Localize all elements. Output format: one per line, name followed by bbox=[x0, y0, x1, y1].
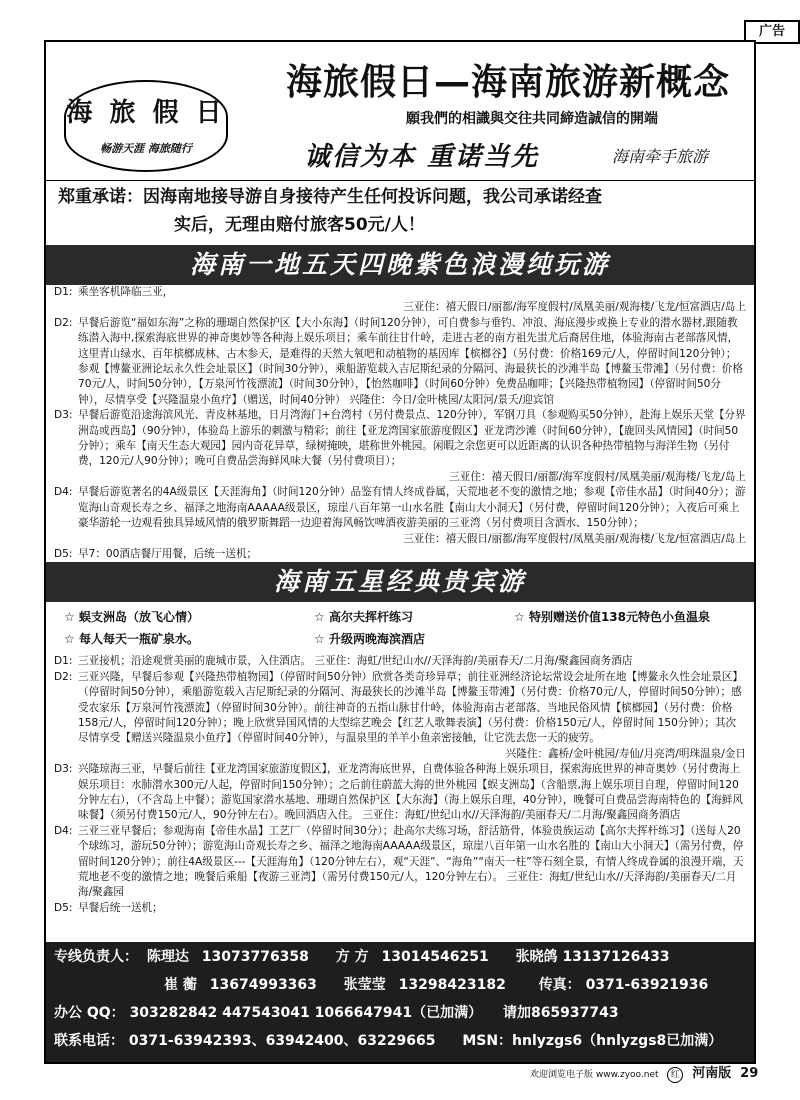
publication-badge-icon: 红 bbox=[667, 1067, 683, 1083]
day-label: D1: bbox=[54, 286, 73, 298]
contact-name: 方 方 bbox=[335, 949, 369, 965]
hotel-line: 兴隆住：鑫桥/金叶桃园/寿仙/月亮湾/明珠温泉/金日 bbox=[505, 747, 746, 760]
edition-label: 河南版 bbox=[692, 1066, 732, 1081]
contact-row bbox=[54, 946, 670, 966]
company-name: 海南牵手旅游 bbox=[612, 147, 709, 166]
day-label: D3: bbox=[54, 763, 73, 776]
tel-label: 联系电话： bbox=[54, 1033, 124, 1049]
contact-footer bbox=[46, 942, 754, 1062]
itinerary-day bbox=[46, 901, 754, 916]
tour2-title: 海南五星经典贵宾游 bbox=[46, 562, 754, 602]
itinerary-day bbox=[46, 485, 754, 531]
itinerary-day bbox=[46, 547, 754, 562]
day-text: 早餐后游览沿途海滨风光、青皮林基地，日月湾海门+台湾村（另付费景点、120分钟），军钢刀具（参观购买50分钟），赴海上娱乐天堂【分界洲岛或西岛】（90分钟），体验岛上游乐的刺激与精彩；前往【亚龙湾国家旅游度假区】亚龙湾沙滩（时间60分钟），【鹿回头风情园】（时间50分钟）；乘车【南天生态大观园】园内奇花异草，绿树掩映，堪称世外桃园。闲暇之余您更可以近距离的认识各种热带植物与海洋生物（另付费，120元/人90分钟）；晚可自费品尝海鲜风味大餐（另付费项目）； bbox=[78, 409, 746, 468]
day-text: 早7：00酒店餐厅用餐，后统一送机； bbox=[78, 547, 258, 560]
day-label: D2: bbox=[54, 670, 73, 683]
pledge-line-1: 郑重承诺：因海南地接导游自身接待产生任何投诉问题，我公司承诺经查 bbox=[58, 187, 602, 207]
msn-contact: MSN：hnlyzgs6（hnlyzgs8已加满） bbox=[462, 1033, 723, 1049]
page-number: 29 bbox=[740, 1066, 759, 1081]
welcome-text: 欢迎浏览电子版 www.zyoo.net bbox=[530, 1070, 659, 1080]
company-logo bbox=[64, 80, 228, 172]
day-label: D5: bbox=[54, 547, 73, 560]
tour1-title: 海南一地五天四晚紫色浪漫纯玩游 bbox=[46, 245, 754, 285]
contact-row bbox=[54, 1002, 619, 1022]
itinerary-day bbox=[46, 670, 754, 747]
day-label: D2: bbox=[54, 316, 73, 329]
contact-phone: 13674993363 bbox=[209, 977, 317, 993]
day-text: 乘坐客机降临三亚， bbox=[78, 286, 174, 298]
hotel-line: 三亚住：禧天假日/丽都/海军度假村/凤凰美丽/观海楼/飞龙/岛上 bbox=[449, 470, 746, 483]
contact-name: 张莹莹 bbox=[343, 977, 386, 993]
tour2-features bbox=[46, 602, 754, 654]
day-text: 三亚接机；沿途观赏美丽的鹿城市景，入住酒店。 三亚住：海虹/世纪山水//天泽海韵/美丽春天/二月海/聚鑫园商务酒店 bbox=[78, 655, 633, 668]
feature-item: ☆ 升级两晚海滨酒店 bbox=[314, 628, 514, 650]
contact-name: 崔 蘅 bbox=[164, 977, 197, 993]
contact-phone: 13073776358 bbox=[201, 949, 309, 965]
feature-item: ☆ 高尔夫挥杆练习 bbox=[314, 606, 514, 628]
feature-item: ☆ 每人每天一瓶矿泉水。 bbox=[64, 628, 314, 650]
day-text: 三亚三亚早餐后；参观海南【帝佳水晶】工艺厂（停留时间30分）；赴高尔夫练习场，舒活筋骨，体验贵族运动【高尔夫挥杆练习】（送每人20个球练习，游玩50分钟）；游览海山奇观长寿之乡、福泽之地海南AAAAA级景区，琼崖八百年第一山水名胜的【南山大小洞天】（需另付费，停留时间120分钟）；前往4A级景区---【天涯海角】（120分钟左右），观“天涯”、“海角”“南天一柱”等石刻全景，有情人终成眷属的浪漫开端，天荒地老不变的激情之地；晚餐后乘船【夜游三亚湾】（需另付费150元/人，120分钟左右）。 三亚住：海虹/世纪山水//天泽海韵/美丽春天/二月海/聚鑫园 bbox=[78, 824, 744, 899]
day-text: 早餐后游览“福如东海”之称的珊瑚自然保护区【大小东海】（时间120分钟），可自费参与垂钓、冲浪、海底漫步或换上专业的潜水器材,跟随教练潜入海中,探索海底世界的神奇奥妙等各种海上娱乐项目；乘车前往甘什岭，走进古老的南方祖先蚩尤后裔居住地，体验海南古老部落风情，这里青山绿水、百年槟榔成林、古木参天，是难得的天然大氧吧和动植物的基因库【槟榔谷】（另付费：价格169元/人，停留时间120分钟）；参观【博鳌亚洲论坛永久性会址景区】（时间30分钟），乘船游览载入吉尼斯纪录的分隔河、海最狭长的沙滩半岛【博鳌玉带滩】（另付费：价格70元/人，时间50分钟），【万泉河竹筏漂流】（时间30分钟），【怡然咖啡】（时间60分钟）免费品咖啡；【兴隆热带植物园】（停留时间50分钟），尽情享受【兴隆温泉小鱼疗】（赠送，时间40分钟） 兴隆住：今日/金叶桃园/太阳河/景夭/迎宾馆 bbox=[78, 316, 743, 406]
header bbox=[46, 42, 754, 181]
ad-tag: 广告 bbox=[744, 20, 800, 44]
tour1-itinerary bbox=[46, 285, 754, 562]
contact-phone: 13298423182 bbox=[398, 977, 506, 993]
itinerary-day bbox=[46, 408, 754, 470]
contact-phone: 13137126433 bbox=[562, 949, 670, 965]
hotel-line: 三亚住：禧天假日/丽都/海军度假村/凤凰美丽/观海楼/飞龙/恒富酒店/岛上 bbox=[403, 532, 746, 545]
feature-item: ☆ 蜈支洲岛（放飞心情） bbox=[64, 606, 314, 628]
itinerary-day bbox=[46, 316, 754, 408]
day-label: D3: bbox=[54, 409, 73, 422]
fax-label: 传真： bbox=[538, 977, 581, 993]
day-label: D4: bbox=[54, 824, 73, 837]
itinerary-day bbox=[46, 824, 754, 901]
page-subtitle: 願我們的相識與交往共同締造誠信的開端 bbox=[406, 111, 658, 127]
contact-name: 陈理达 bbox=[146, 949, 189, 965]
day-label: D1: bbox=[54, 655, 73, 668]
qq-extra: 请加865937743 bbox=[502, 1005, 619, 1021]
day-text: 三亚兴隆，早餐后参观【兴隆热带植物园】（停留时间50分钟）欣赏各类奇珍异草；前往亚洲经济论坛常设会址所在地【博鳌永久性会址景区】（停留时间50分钟），乘船游览载入吉尼斯纪录的分隔河、海最狭长的沙滩半岛【博鳌玉带滩】（另付费：价格70元/人，停留时间50分钟）；感受农家乐【万泉河竹筏漂流】（停留时间30分钟）。前往神奇的五指山脉甘什岭，体验海南古老部落、当地民俗风情【槟榔园】（另付费：价格158元/人，停留时间120分钟）；晚上欣赏异国风情的大型综艺晚会【红艺人歌舞表演】（另付费：价格150元/人，停留时间 150分钟）；其次尽情享受【赠送兴隆温泉小鱼疗】（停留时间40分钟），与温泉里的羊羊小鱼亲密接触，让它洗去您一天的疲劳。 bbox=[78, 670, 743, 745]
tour2-itinerary bbox=[46, 654, 754, 916]
day-text: 兴隆琼海三亚，早餐后前往【亚龙湾国家旅游度假区】，亚龙湾海底世界，自费体验各种海上娱乐项目，探索海底世界的神奇奥妙（另付费海上娱乐项目：水肺潜水300元/人起，停留时间150分钟）；之后前往蔚蓝大海的世外桃园【蜈支洲岛】（含船票,海上娱乐项目自理，停留时间120分钟左右），（不含岛上中餐）；游览国家潜水基地、珊瑚自然保护区【大东海】（海上娱乐自理，40分钟），晚餐可自费品尝海南特色的【海鲜风味餐】（须另付费150元/人，90分钟左右）。晚回酒店入住。 三亚住：海虹/世纪山水//天泽海韵/美丽春天/二月海/聚鑫园商务酒店 bbox=[78, 763, 743, 822]
contact-row bbox=[54, 974, 708, 994]
itinerary-day bbox=[46, 285, 754, 300]
logo-title: 海 旅 假 日 bbox=[66, 98, 226, 128]
page-title: 海旅假日—海南旅游新概念 bbox=[286, 62, 731, 103]
fax-number: 0371-63921936 bbox=[585, 977, 709, 993]
contact-phone: 13014546251 bbox=[381, 949, 489, 965]
tel-numbers: 0371-63942393、63942400、63229665 bbox=[128, 1033, 436, 1049]
contact-label: 专线负责人： bbox=[54, 949, 138, 965]
pledge-line-2: 实后，无理由赔付旅客50元/人！ bbox=[174, 215, 425, 235]
qq-label: 办公 QQ： bbox=[54, 1005, 125, 1021]
slogan: 诚信为本 重诺当先 bbox=[304, 142, 540, 172]
pledge bbox=[46, 181, 754, 245]
day-label: D5: bbox=[54, 901, 73, 914]
day-text: 早餐后游览著名的4A级景区【天涯海角】（时间120分钟）品鉴有情人终成眷属，天荒地老不变的激情之地；参观【帝佳水晶】（时间40分）；游览海山奇观长寿之乡、福泽之地海南AAAAA级景区，琼崖八百年第一山水名胜【南山大小洞天】（另付费，停留时间120分钟）；入夜后可乘上豪华游轮一边观看独具异域风情的俄罗斯舞蹈一边迎着海风畅饮啤酒夜游美丽的三亚湾（另付费项目含酒水、150分钟）； bbox=[78, 486, 746, 530]
hotel-line: 三亚住：禧天假日/丽都/海军度假村/凤凰美丽/观海楼/飞龙/恒富酒店/岛上 bbox=[403, 301, 746, 314]
itinerary-day bbox=[46, 654, 754, 669]
page-footer bbox=[530, 1062, 758, 1083]
contact-row bbox=[54, 1030, 722, 1050]
ad-frame bbox=[44, 40, 756, 1064]
contact-name: 张晓鸽 bbox=[515, 949, 558, 965]
day-text: 早餐后统一送机； bbox=[78, 901, 163, 914]
qq-numbers: 303282842 447543041 1066647941（已加满） bbox=[129, 1005, 483, 1021]
feature-item: ☆ 特别赠送价值138元特色小鱼温泉 bbox=[514, 606, 754, 628]
logo-subtitle: 畅游天涯 海旅随行 bbox=[100, 142, 192, 155]
day-label: D4: bbox=[54, 486, 73, 499]
itinerary-day bbox=[46, 762, 754, 824]
